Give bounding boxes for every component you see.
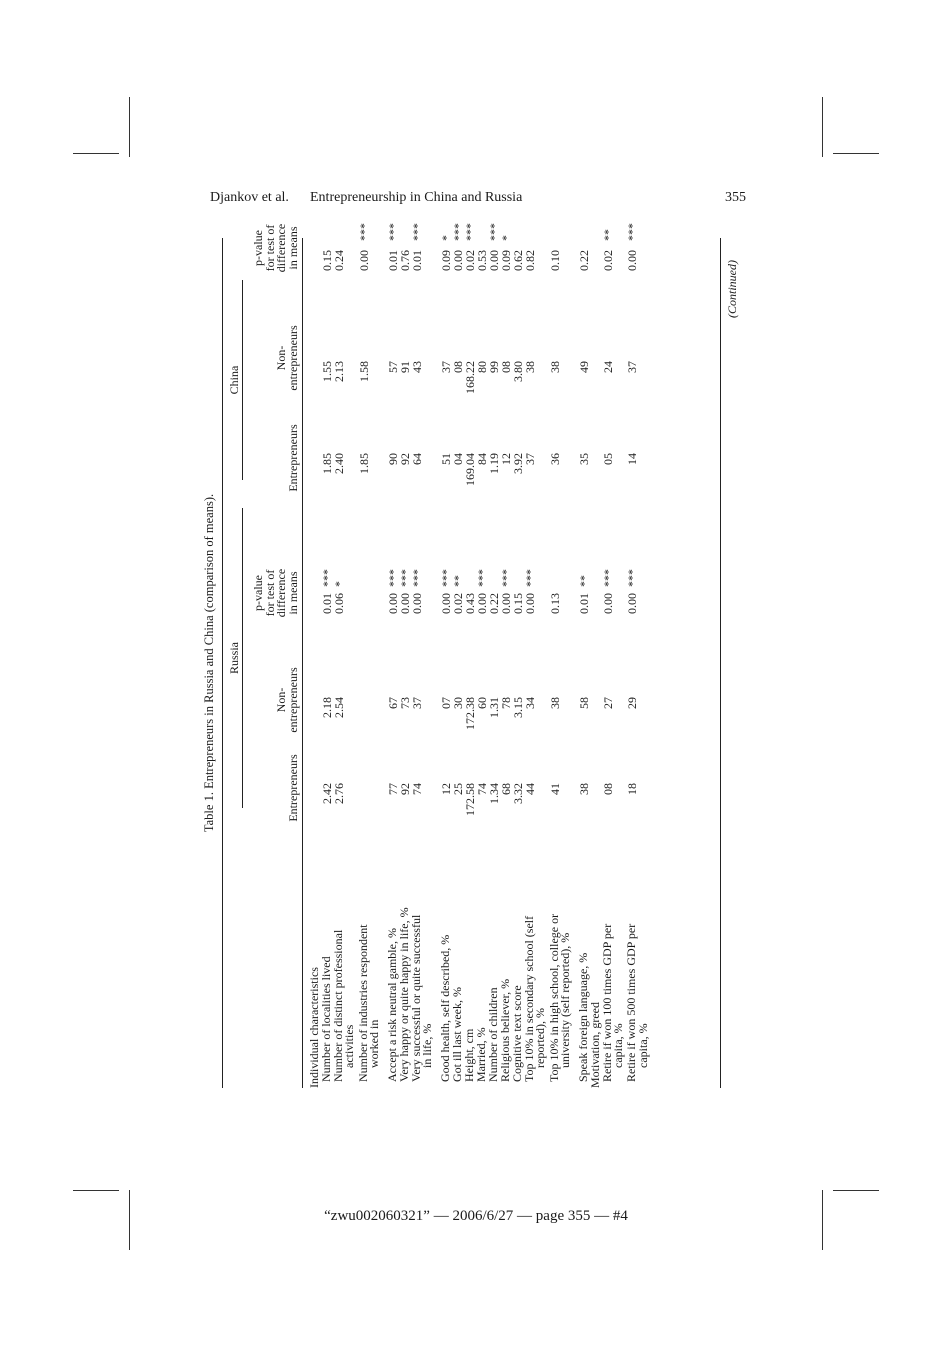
table-cell: 04 [450, 453, 465, 465]
table-cell: 73 [397, 697, 412, 709]
table-cell: 37 [522, 453, 537, 465]
significance-stars: * [498, 235, 513, 241]
column-header-line: in means [285, 226, 300, 270]
table-cell: 0.00 [438, 593, 453, 614]
table-cell: 0.22 [486, 593, 501, 614]
column-header-line: difference [274, 223, 288, 273]
significance-stars: *** [320, 569, 334, 587]
table-cell: 34 [522, 697, 537, 709]
row-label-line: Motivation, greed [587, 1002, 602, 1088]
table-cell: 44 [522, 783, 537, 795]
table-1-rotated [198, 223, 743, 1088]
crop-mark [822, 97, 823, 157]
table-row-label [599, 923, 625, 1082]
table-cell: 12 [438, 783, 453, 795]
significance-stars: *** [486, 223, 501, 241]
row-label-line: Retire if won 500 times GDP per [624, 923, 639, 1082]
table-cell: 29 [625, 697, 640, 709]
significance-stars: *** [397, 569, 412, 587]
table-cell: 84 [474, 453, 489, 465]
table-cell: 1.19 [486, 453, 501, 474]
column-header-line: Non- [274, 345, 288, 371]
table-cell: 3.92 [510, 453, 525, 474]
table-cell: 57 [385, 361, 400, 373]
significance-stars: ** [576, 575, 591, 587]
column-header [276, 303, 299, 413]
table-cell: 80 [474, 361, 489, 373]
row-label-line: Married, % [473, 1027, 488, 1082]
row-label-line: Retire if won 100 times GDP per [599, 923, 614, 1082]
table-cell: 0.00 [474, 593, 489, 614]
table-cell: 0.00 [409, 593, 424, 614]
crop-mark [73, 153, 119, 154]
table-cell: 0.00 [450, 250, 465, 271]
table-cell: 0.43 [462, 593, 477, 614]
column-header-line: p-value [251, 230, 265, 266]
table-cell: 0.15 [510, 593, 525, 614]
table-cell: 0.02 [462, 250, 477, 271]
row-label-line: activities [342, 1024, 357, 1068]
table-cell: 05 [600, 453, 615, 465]
significance-stars: *** [462, 223, 477, 241]
table-cell: 0.22 [576, 250, 591, 271]
table-cell: 3.32 [510, 783, 525, 804]
running-head-title: Entrepreneurship in China and Russia [310, 190, 523, 205]
table-cell: 1.34 [486, 783, 501, 804]
significance-stars: ** [450, 575, 465, 587]
table-cell: 37 [438, 361, 453, 373]
table-cell: 1.85 [356, 453, 371, 474]
table-cell: 0.02 [600, 250, 615, 271]
table-cell: 0.02 [450, 593, 465, 614]
table-cell: 35 [576, 453, 591, 465]
table-cell: 172.58 [462, 783, 477, 816]
table-cell: 1.85 [320, 453, 334, 474]
table-cell: 0.00 [522, 593, 537, 614]
table-cell: 2.18 [320, 697, 334, 718]
row-label-line: Very happy or quite happy in life, % [396, 907, 411, 1082]
table-cell: 43 [409, 361, 424, 373]
row-label-line: Accept a risk neutral gamble, % [384, 928, 399, 1082]
significance-stars: ** [600, 229, 615, 241]
table-cell: 30 [450, 697, 465, 709]
significance-stars: *** [625, 223, 640, 241]
significance-stars: *** [474, 569, 489, 587]
table-cell: 12 [498, 453, 513, 465]
column-header-line: difference [274, 568, 288, 618]
page-footer: “zwu002060321” — 2006/6/27 — page 355 — #4 [324, 1208, 628, 1224]
significance-stars: *** [409, 223, 424, 241]
continued-note: (Continued) [725, 260, 739, 318]
table-cell: 0.76 [397, 250, 412, 271]
table-cell: 41 [547, 783, 562, 795]
significance-stars: *** [600, 569, 615, 587]
column-header-line: for test of [262, 569, 277, 617]
table-cell: 91 [397, 361, 412, 373]
table-row-label [626, 924, 648, 1082]
significance-stars: * [438, 235, 453, 241]
table-cell: 2.54 [332, 697, 346, 718]
table-row-label [355, 924, 382, 1082]
table-cell: 2.42 [320, 783, 334, 804]
column-header-line: in means [285, 571, 300, 615]
table-cell: 0.53 [474, 250, 489, 271]
column-group-rule [242, 508, 243, 808]
table-cell: 08 [450, 361, 465, 373]
table-cell: 0.00 [356, 250, 371, 271]
table-cell: 0.82 [522, 250, 537, 271]
table-cell: 60 [474, 697, 489, 709]
column-header [253, 538, 299, 648]
column-group-label: Russia [227, 642, 241, 675]
table-cell: 1.58 [356, 361, 371, 382]
table-cell: 38 [576, 783, 591, 795]
table-cell: 0.10 [547, 250, 562, 271]
column-header-line: for test of [262, 224, 277, 272]
table-cell: 0.62 [510, 250, 525, 271]
row-label-line: Individual characteristics [307, 967, 321, 1088]
row-label-line: Got ill last week, % [449, 987, 464, 1082]
row-label-line: reported), % [532, 1008, 547, 1068]
significance-stars: *** [450, 223, 465, 241]
running-head-authors: Djankov et al. [210, 190, 289, 205]
significance-stars: *** [438, 569, 453, 587]
table-cell: 0.01 [576, 593, 591, 614]
row-label-line: Cognitive text score [509, 985, 524, 1082]
table-cell: 49 [576, 361, 591, 373]
table-cell: 64 [409, 453, 424, 465]
row-label-line: Height, cm [461, 1028, 476, 1082]
column-header-line: p-value [251, 575, 265, 611]
table-cell: 78 [498, 697, 513, 709]
table-cell: 0.00 [385, 593, 400, 614]
table-cell: 0.01 [409, 250, 424, 271]
significance-stars: *** [522, 569, 537, 587]
column-header-line: entrepreneurs [285, 667, 300, 733]
table-row-label [521, 915, 547, 1082]
table-cell: 0.00 [625, 250, 640, 271]
row-label-line: Top 10% in secondary school (self [521, 915, 536, 1082]
table-cell: 38 [522, 361, 537, 373]
significance-stars: *** [625, 569, 640, 587]
table-cell: 99 [486, 361, 501, 373]
table-cell: 18 [625, 783, 640, 795]
table-cell: 0.00 [625, 593, 640, 614]
table-cell: 24 [600, 361, 615, 373]
table-cell: 0.09 [438, 250, 453, 271]
column-header [276, 645, 299, 755]
column-group-label: China [227, 365, 241, 395]
column-header [253, 193, 299, 303]
table-cell: 2.40 [332, 453, 346, 474]
table-cell: 3.80 [510, 361, 525, 382]
table-cell: 2.76 [332, 783, 346, 804]
crop-mark [833, 1190, 879, 1191]
table-cell: 172.38 [462, 697, 477, 730]
table-cell: 25 [450, 783, 465, 795]
table-top-rule [222, 238, 223, 1088]
row-label-line: capita, % [610, 1023, 625, 1068]
row-label-line: Speak foreign language, % [575, 952, 590, 1082]
table-cell: 0.00 [397, 593, 412, 614]
table-cell: 08 [498, 361, 513, 373]
table-cell: 0.01 [320, 593, 334, 614]
table-cell: 74 [474, 783, 489, 795]
significance-stars: * [332, 581, 346, 587]
row-label-line: capita, % [635, 1023, 650, 1068]
row-label-line: worked in [367, 1019, 382, 1068]
table-cell: 07 [438, 697, 453, 709]
table-cell: 0.00 [486, 250, 501, 271]
row-label-line: university (self reported), % [557, 932, 572, 1068]
table-cell: 08 [600, 783, 615, 795]
table-row-label [546, 913, 572, 1082]
row-label-line: Top 10% in high school, college or [546, 913, 561, 1082]
column-header [285, 403, 300, 513]
table-cell: 1.31 [486, 697, 501, 718]
table-cell: 0.01 [385, 250, 400, 271]
crop-mark [129, 97, 130, 157]
table-bottom-rule [720, 238, 721, 1088]
table-row-label [333, 930, 355, 1082]
column-group-rule [242, 280, 243, 480]
table-cell: 0.00 [498, 593, 513, 614]
row-label-line: Number of distinct professional [331, 929, 345, 1082]
column-header-line: Entrepreneurs [285, 424, 300, 492]
significance-stars: *** [498, 569, 513, 587]
table-cell: 51 [438, 453, 453, 465]
header-rule [302, 238, 303, 1088]
table-cell: 37 [625, 361, 640, 373]
table-caption: Table 1. Entrepreneurs in Russia and China (comparison of means). [202, 493, 216, 833]
table-cell: 37 [409, 697, 424, 709]
table-cell: 0.15 [320, 250, 334, 271]
table-cell: 168.22 [462, 361, 477, 394]
table-cell: 3.15 [510, 697, 525, 718]
row-label-line: Number of children [485, 987, 500, 1082]
row-label-line: Good health, self described, % [437, 934, 452, 1082]
significance-stars: *** [409, 569, 424, 587]
crop-mark [833, 153, 879, 154]
table-cell: 92 [397, 453, 412, 465]
page-number: 355 [725, 190, 746, 205]
table-cell: 14 [625, 453, 640, 465]
column-header-line: Entrepreneurs [285, 754, 300, 822]
table-cell: 0.00 [600, 593, 615, 614]
table-cell: 38 [547, 361, 562, 373]
crop-mark [73, 1190, 119, 1191]
row-label-line: Number of localities lived [319, 956, 333, 1082]
table-cell: 169.04 [462, 453, 477, 486]
row-label-line: Number of industries respondent [355, 924, 370, 1082]
table-cell: 38 [547, 697, 562, 709]
table-cell: 1.55 [320, 361, 334, 382]
table-cell: 2.13 [332, 361, 346, 382]
table-row-label [408, 914, 434, 1082]
table-cell: 90 [385, 453, 400, 465]
row-label-line: in life, % [420, 1023, 434, 1068]
table-cell: 67 [385, 697, 400, 709]
table-cell: 0.09 [498, 250, 513, 271]
table-cell: 27 [600, 697, 615, 709]
significance-stars: *** [356, 223, 371, 241]
table-cell: 0.06 [332, 593, 346, 614]
table-cell: 92 [397, 783, 412, 795]
significance-stars: *** [385, 569, 400, 587]
column-header-line: Non- [274, 687, 288, 713]
table-cell: 36 [547, 453, 562, 465]
table-cell: 0.24 [332, 250, 346, 271]
table-cell: 58 [576, 697, 591, 709]
row-label-line: Religious believer, % [497, 978, 512, 1082]
table-cell: 0.13 [547, 593, 562, 614]
table-cell: 77 [385, 783, 400, 795]
table-cell: 74 [409, 783, 424, 795]
column-header-line: entrepreneurs [285, 325, 300, 391]
table-cell: 68 [498, 783, 513, 795]
significance-stars: *** [385, 223, 400, 241]
row-label-line: Very successful or quite successful [408, 914, 423, 1082]
